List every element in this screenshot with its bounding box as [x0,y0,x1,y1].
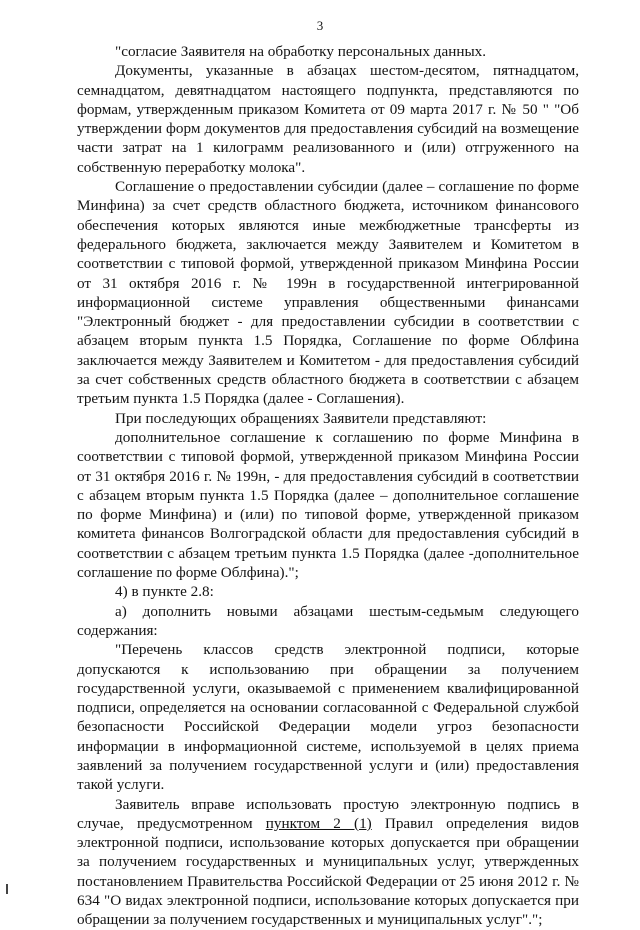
paragraph-item-4: 4) в пункте 2.8: [115,583,214,601]
paragraph-subsequent-requests: При последующих обращениях Заявители представляют: [115,409,487,427]
paragraph-documents-forms: Документы, указанные в абзацах шестом-десятом, пятнадцатом, семнадцатом, девятнадцатом настоящего подпункта, представляются по формам, утвержденным приказом Комитета от 09 марта 2017 г. № 50 " "Об утверждении форм документов для предоставления субсидий на возмещение части затрат на 1 килограмм реализованного и (или) отгруженного на собственную переработку молока". [77,62,579,176]
simple-signature-text-start: Заявитель вправе использовать простую электронную подпись в случае, предусмотренном [77,795,579,832]
paragraph-item-a: а) дополнить новыми абзацами шестым-седьмым следующего содержания: [77,602,579,639]
paragraph-simple-signature [77,795,579,930]
rule-reference-link[interactable]: пунктом 2 (1) [265,814,372,832]
paragraph-signature-classes: "Перечень классов средств электронной подписи, которые допускаются к использованию при обращении за получением государственной услуги, оказываемой с применением квалифицированной подписи, определяется на основании согласованной с Федеральной службой безопасности Российской Федерации модели угроз безопасности информации в информационной системе, используемой в целях приема заявлений за получением государственной услуги и (или) предоставления такой услуги. [77,641,579,794]
document-body [77,42,579,930]
paragraph-consent: "согласие Заявителя на обработку персональных данных. [115,43,487,60]
simple-signature-text-end: Правил определения видов электронной подписи, использование которых допускается при обращении за получением государственных и муниципальных услуг, утвержденных постановлением Правительства Российской Федерации от 25 июня 2012 г. № 634 "О видах электронной подписи, использование которых допускается при обращении за получением государственных и муниципальных услуг"."; [77,814,579,929]
page-number: 3 [316,18,324,33]
paragraph-additional-agreement: дополнительное соглашение к соглашению по форме Минфина в соответствии с типовой формой, утвержденной приказом Минфина России от 31 октября 2016 г. № 199н, - для предоставления субсидий в соответствии с абзацем вторым пункта 1.5 Порядка (далее – дополнительное соглашение по форме Минфина) и (или) по типовой форме, утвержденной приказом комитета финансов Волгоградской области для предоставления субсидий в соответствии с абзацем третьим пункта 1.5 Порядка (далее -дополнительное соглашение по форме Облфина)."; [77,428,579,582]
margin-mark [6,884,8,894]
paragraph-subsidy-agreement: Соглашение о предоставлении субсидии (далее – соглашение по форме Минфина) за счет средств областного бюджета, источником финансового обеспечения которых являются иные межбюджетные трансферты из федерального бюджета, заключается между Заявителем и Комитетом в соответствии с типовой формой, утвержденной приказом Минфина России от 31 октября 2016 г. № 199н в государственной интегрированной информационной системе управления общественными финансами "Электронный бюджет - для предоставлении субсидии в соответствии с абзацем вторым пункта 1.5 Порядка, Соглашение по форме Облфина заключается между Заявителем и Комитетом - для предоставления субсидий за счет собственных средств областного бюджета в соответствии с абзацем третьим пункта 1.5 Порядка (далее - Соглашения). [77,178,579,408]
